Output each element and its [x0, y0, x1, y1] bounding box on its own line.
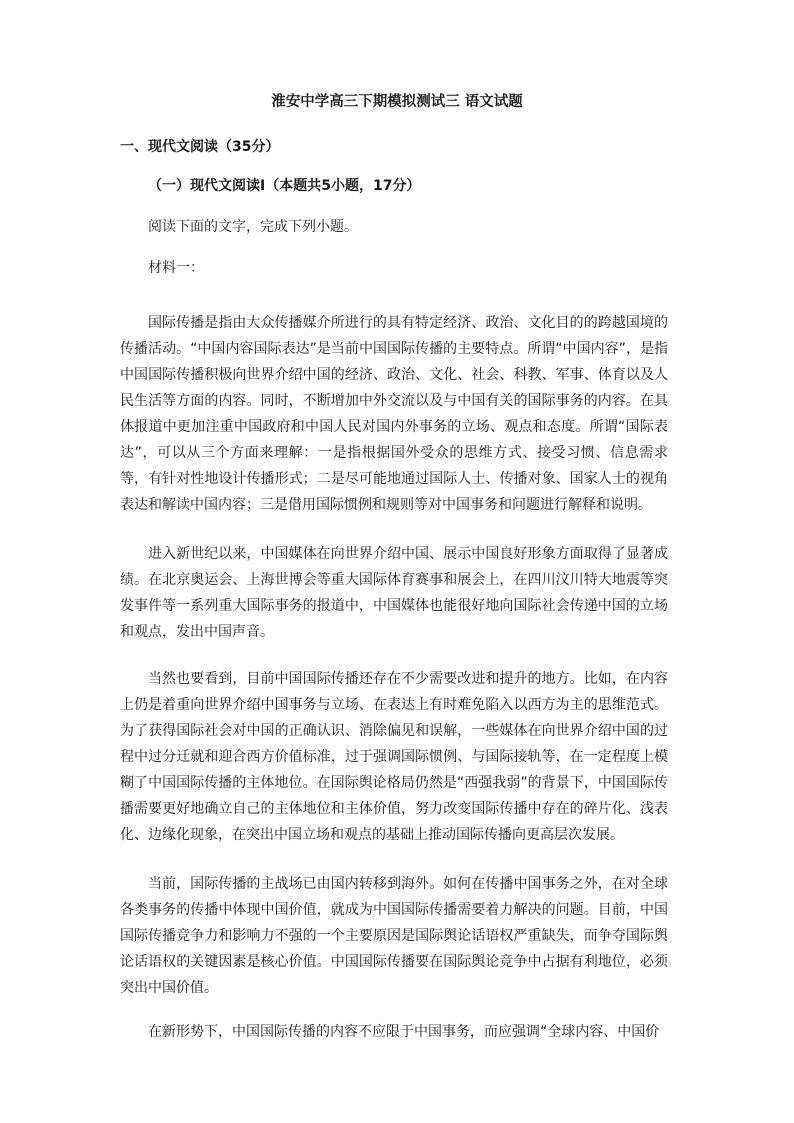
- subsection-heading: （一）现代文阅读Ⅰ（本题共5小题，17分）: [148, 178, 421, 194]
- reading-instruction: 阅读下面的文字，完成下列小题。: [148, 219, 358, 235]
- paragraph: 国际传播是指由大众传播媒介所进行的具有特定经济、政治、文化目的的跨越国境的传播活动。“中国内容国际表达”是当前中国国际传播的主要特点。所谓“中国内容”，是指中国国际传播积极向世界介绍中国的经济、政治、文化、社会、科教、军事、体育以及人民生活等方面的内容。同时，不断增加中外交流以及与中国有关的国际事务的内容。在具体报道中更加注重中国政府和中国人民对国内外事务的立场、观点和态度。所谓“国际表达”，可以从三个方面来理解：一是指根据国外受众的思维方式、接受习惯、信息需求等，有针对性地设计传播形式；二是尽可能地通过国际人士、传播对象、国家人士的视角表达和解读中国内容；三是借用国际惯例和规则等对中国事务和问题进行解释和说明。: [120, 315, 668, 513]
- paragraph: 进入新世纪以来，中国媒体在向世界介绍中国、展示中国良好形象方面取得了显著成绩。在北京奥运会、上海世博会等重大国际体育赛事和展会上，在四川汶川特大地震等突发事件等一系列重大国际事务的报道中，中国媒体也能很好地向国际社会传递中国的立场和观点，发出中国声音。: [120, 546, 668, 640]
- paragraph: 在新形势下，中国国际传播的内容不应限于中国事务，而应强调“全球内容、中国价: [148, 1024, 660, 1040]
- exam-title: 淮安中学高三下期模拟测试三 语文试题: [271, 94, 523, 110]
- paragraph: 当然也要看到，目前中国国际传播还存在不少需要改进和提升的地方。比如，在内容上仍是着重向世界介绍中国事务与立场、在表达上有时难免陷入以西方为主的思维范式。为了获得国际社会对中国的正确认识、消除偏见和误解，一些媒体在向世界介绍中国的过程中过分迁就和迎合西方价值标准，过于强调国际惯例、与国际接轨等，在一定程度上模糊了中国国际传播的主体地位。在国际舆论格局仍然是“西强我弱”的背景下，中国国际传播需要更好地确立自己的主体地位和主体价值，努力改变国际传播中存在的碎片化、浅表化、边缘化现象，在突出中国立场和观点的基础上推动国际传播向更高层次发展。: [120, 671, 668, 843]
- material-label: 材料一：: [148, 260, 204, 276]
- section-heading: 一、现代文阅读（35分）: [120, 139, 280, 155]
- paragraph: 当前，国际传播的主战场已由国内转移到海外。如何在传播中国事务之外，在对全球各类事务的传播中体现中国价值，就成为中国国际传播需要着力解决的问题。目前，中国国际传播竞争力和影响力不强的一个主要原因是国际舆论话语权严重缺失，而争夺国际舆论话语权的关键因素是核心价值。中国国际传播要在国际舆论竞争中占据有利地位，必须突出中国价值。: [120, 876, 668, 996]
